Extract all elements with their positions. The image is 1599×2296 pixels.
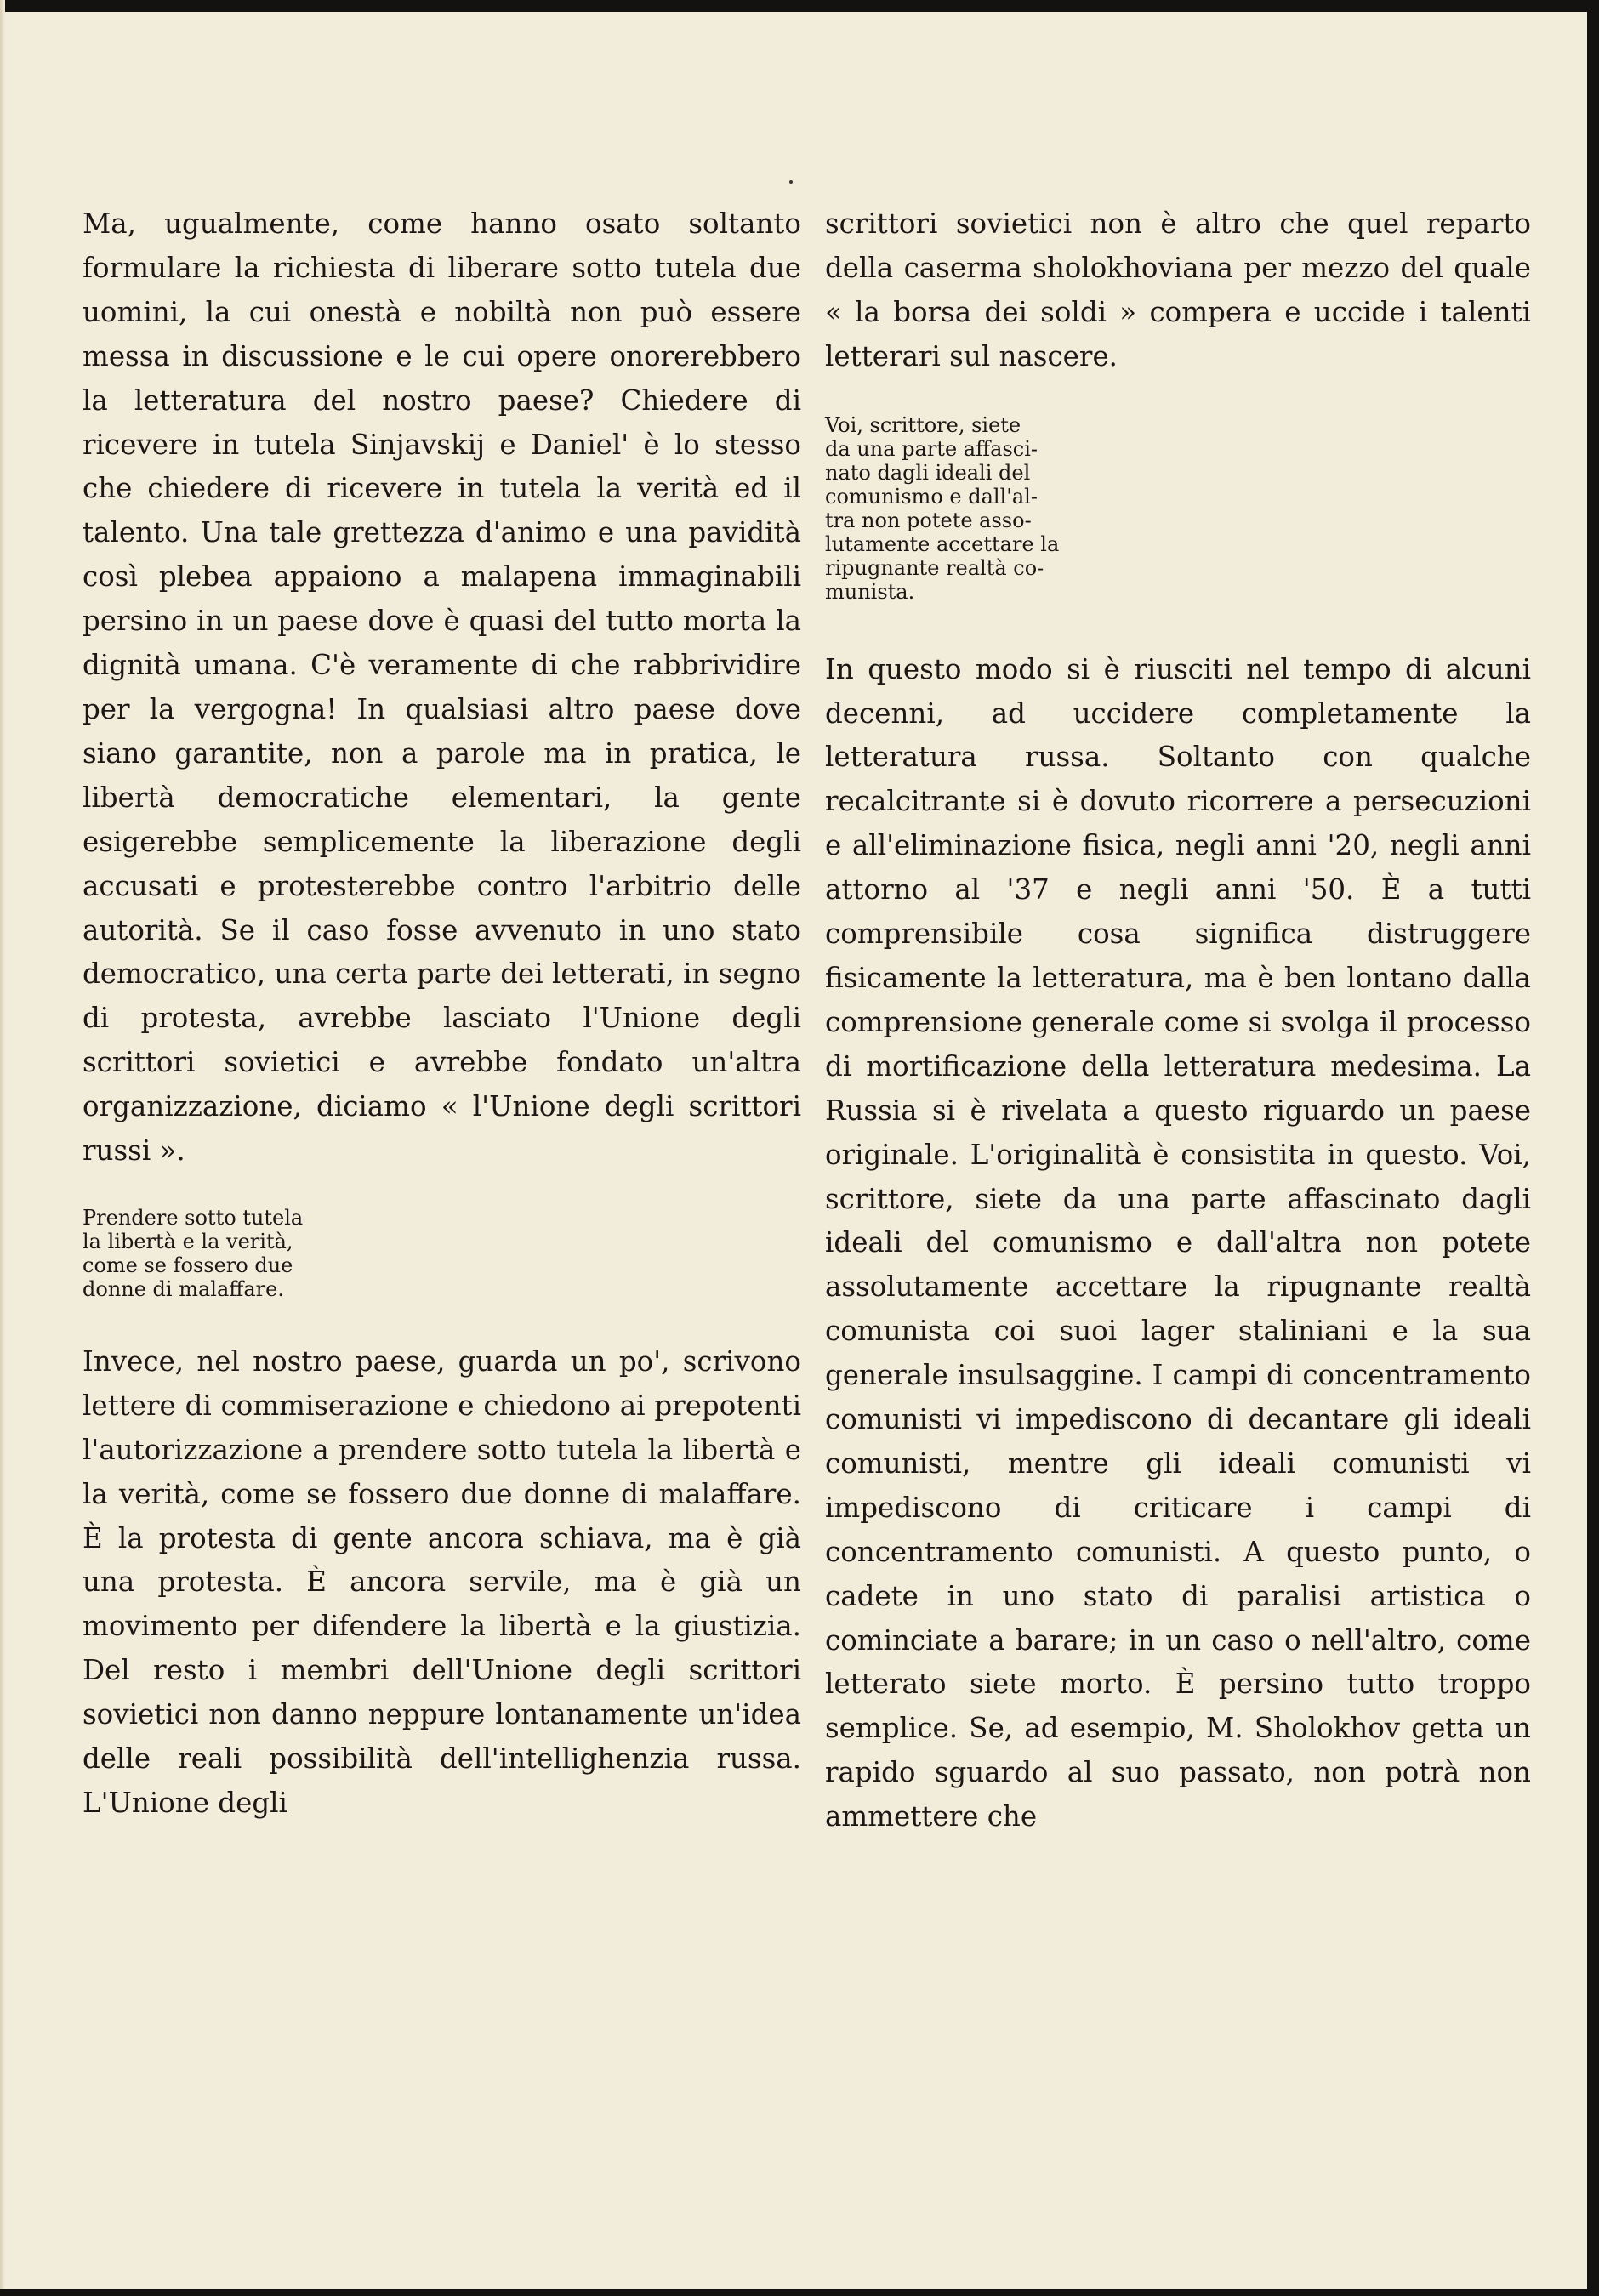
right-column xyxy=(825,202,1531,1839)
left-column xyxy=(83,202,801,1826)
right-margin-note: Voi, scrittore, siete da una parte affasci- nato dagli ideali del comunismo e dall'al- tra non potete asso- lutamente accettare la ripugnante realtà co- munista. xyxy=(825,412,1060,604)
page-bottom-edge xyxy=(0,2289,1599,2296)
page-top-edge xyxy=(0,0,1599,12)
left-paragraph-1: Ma, ugualmente, come hanno osato soltanto formulare la richiesta di liberare sotto tutela due uomini, la cui onestà e nobiltà non può essere messa in discussione e le cui opere onorerebbero la letteratura del nostro paese? Chiedere di ricevere in tutela Sinjavskij e Daniel' è lo stesso che chiedere di ricevere in tutela la verità ed il talento. Una tale grettezza d'animo e una pavidità così plebea appaiono a malapena immaginabili persino in un paese dove è quasi del tutto morta la dignità umana. C'è veramente di che rabbrividire per la vergogna! In qualsiasi altro paese dove siano garantite, non a parole ma in pratica, le libertà democratiche elementari, la gente esigerebbe semplicemente la liberazione degli accusati e protesterebbe contro l'arbitrio delle autorità. Se il caso fosse avvenuto in uno stato democratico, una certa parte dei letterati, in segno di protesta, avrebbe lasciato l'Unione degli scrittori sovietici e avrebbe fondato un'altra organizzazione, diciamo « l'Unione degli scrittori russi ». xyxy=(83,207,801,1168)
right-paragraph-2: In questo modo si è riusciti nel tempo di alcuni decenni, ad uccidere completamente la letteratura russa. Soltanto con qualche recalcitrante si è dovuto ricorrere a persecuzioni e all'eliminazione fisica, negli anni '20, negli anni attorno al '37 e negli anni '50. È a tutti comprensibile cosa significa distruggere fisicamente la letteratura, ma è ben lontano dalla comprensione generale come si svolga il processo di mortificazione della letteratura medesima. La Russia si è rivelata a questo riguardo un paese originale. L'originalità è consistita in questo. Voi, scrittore, siete da una parte affascinato dagli ideali del comunismo e dall'altra non potete assolutamente accettare la ripugnante realtà comunista coi suoi lager staliniani e la sua generale insulsaggine. I campi di concentramento comunisti vi impediscono di decantare gli ideali comunisti, mentre gli ideali comunisti vi impediscono di criticare i campi di concentramento comunisti. A questo punto, o cadete in uno stato di paralisi artistica o cominciate a barare; in un caso o nell'altro, come letterato siete morto. È persino tutto troppo semplice. Se, ad esempio, M. Sholokhov getta un rapido sguardo al suo passato, non potrà non ammettere che xyxy=(825,652,1531,1833)
left-margin-note: Prendere sotto tutela la libertà e la verità, come se fossero due donne di malaffare. xyxy=(83,1205,304,1301)
paper-speck xyxy=(789,180,793,184)
page-right-edge xyxy=(1587,0,1599,2296)
left-paragraph-2: Invece, nel nostro paese, guarda un po', scrivono lettere di commiserazione e chiedono ai prepotenti l'autorizzazione a prendere sotto tutela la libertà e la verità, come se fossero due donne di malaffare. È la protesta di gente ancora schiava, ma è già una protesta. È ancora servile, ma è già un movimento per difendere la libertà e la giustizia. Del resto i membri dell'Unione degli scrittori sovietici non danno neppure lontanamente un'idea delle reali possibilità dell'intellighenzia russa. L'Unione degli xyxy=(83,1344,801,1819)
page-left-shadow xyxy=(0,0,5,2296)
right-paragraph-1: scrittori sovietici non è altro che quel reparto della caserma sholokhoviana per mezzo del quale « la borsa dei soldi » compera e uccide i talenti letterari sul nascere. xyxy=(825,207,1531,372)
